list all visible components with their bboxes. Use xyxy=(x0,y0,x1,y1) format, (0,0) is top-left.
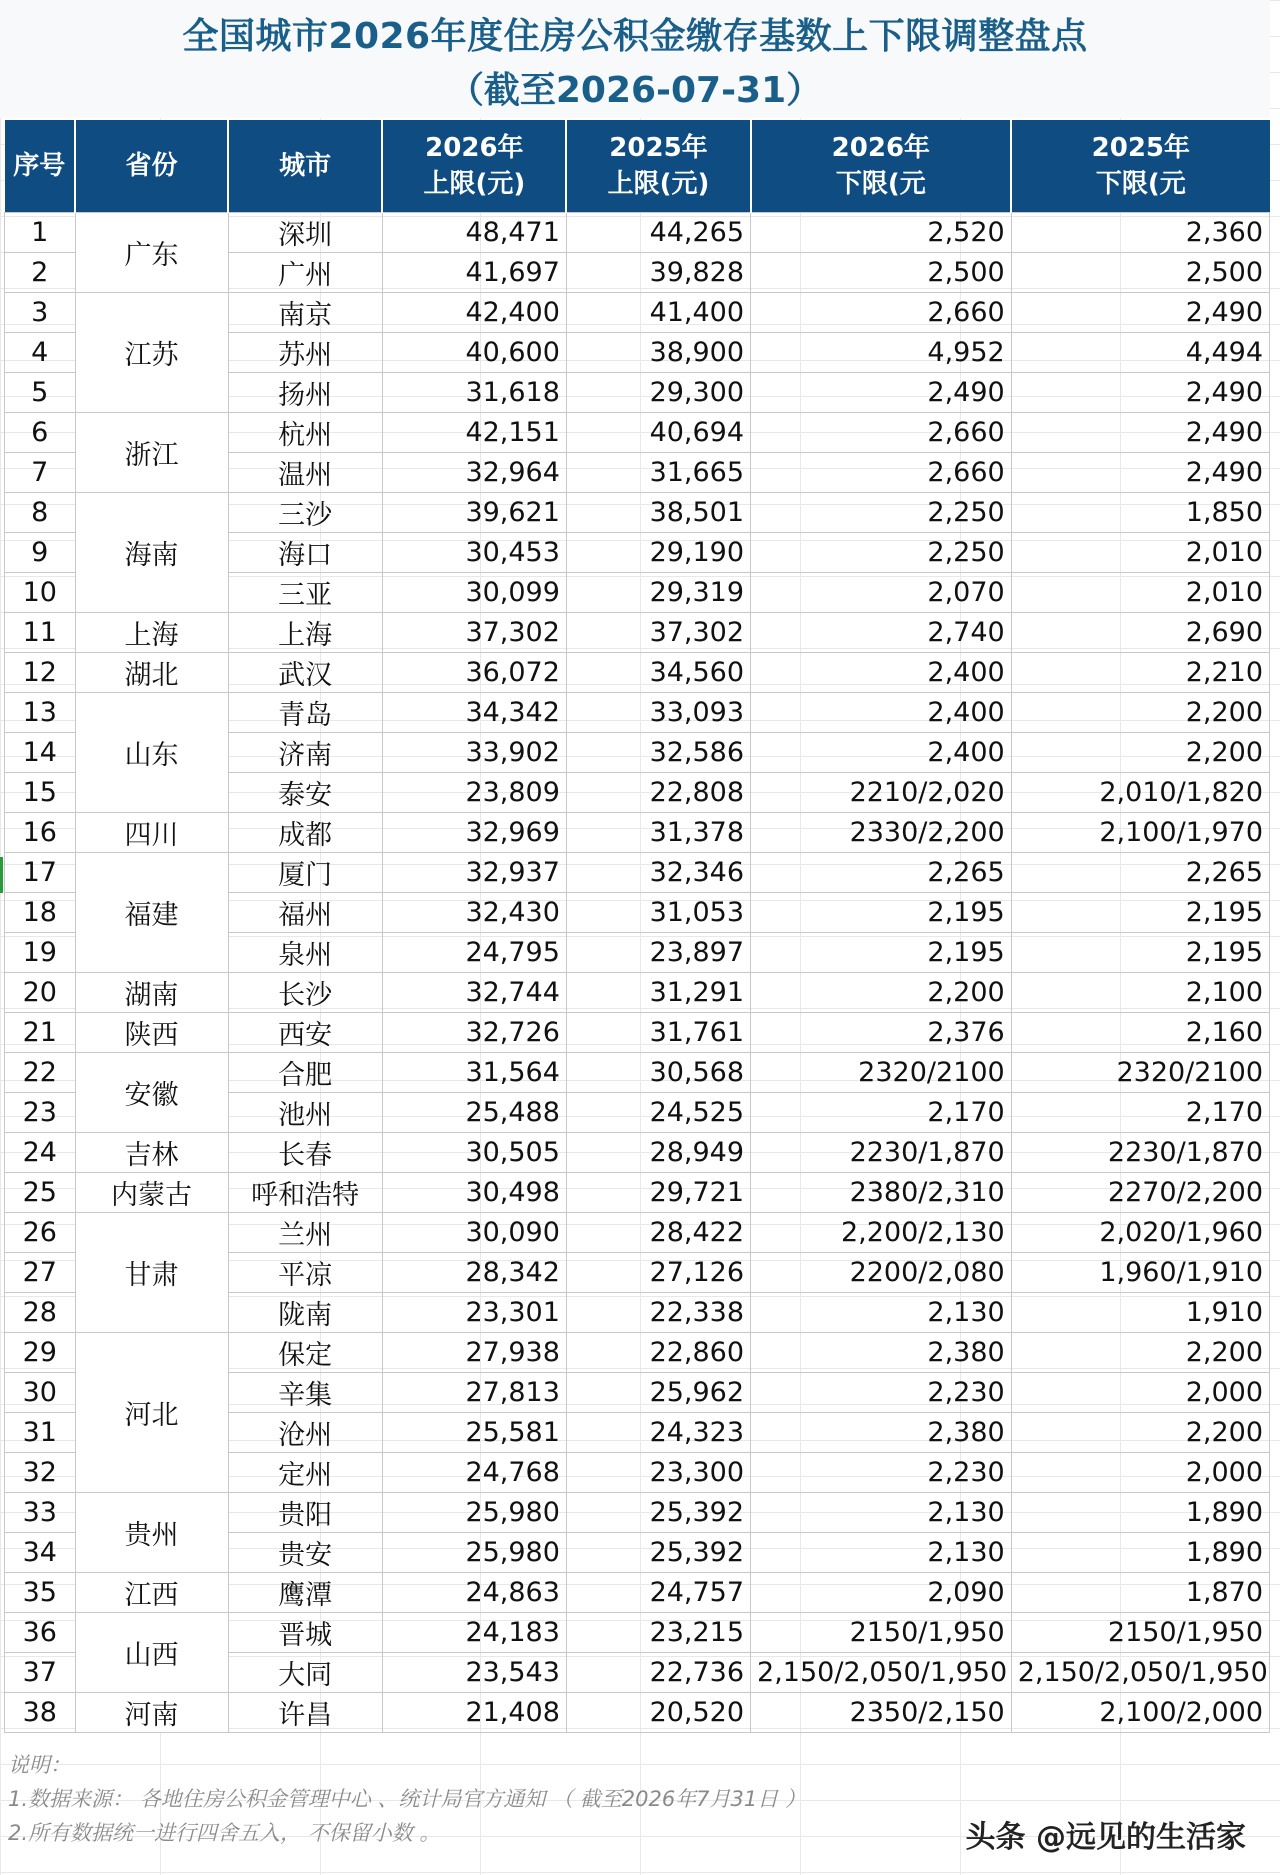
upper-2026-cell: 32,964 xyxy=(382,453,566,493)
lower-2025-cell: 2,170 xyxy=(1011,1093,1269,1133)
table-row xyxy=(5,1573,1270,1613)
lower-2026-cell: 2,170 xyxy=(751,1093,1012,1133)
province-cell: 上海 xyxy=(75,613,228,653)
lower-2026-cell: 2200/2,080 xyxy=(751,1253,1012,1293)
city-cell: 大同 xyxy=(228,1653,382,1693)
city-cell: 南京 xyxy=(228,293,382,333)
upper-2025-cell: 44,265 xyxy=(566,213,750,253)
row-index: 33 xyxy=(5,1493,76,1533)
lower-2025-cell: 2,360 xyxy=(1011,213,1269,253)
lower-2025-cell: 2,490 xyxy=(1011,373,1269,413)
city-cell: 厦门 xyxy=(228,853,382,893)
city-cell: 平凉 xyxy=(228,1253,382,1293)
header-lower-2026: 2026年 下限(元 xyxy=(751,120,1012,213)
city-cell: 济南 xyxy=(228,733,382,773)
upper-2025-cell: 38,900 xyxy=(566,333,750,373)
upper-2025-cell: 34,560 xyxy=(566,653,750,693)
upper-2026-cell: 23,809 xyxy=(382,773,566,813)
row-index: 4 xyxy=(5,333,76,373)
lower-2025-cell: 1,890 xyxy=(1011,1533,1269,1573)
lower-2025-cell: 2,210 xyxy=(1011,653,1269,693)
city-cell: 西安 xyxy=(228,1013,382,1053)
upper-2026-cell: 23,543 xyxy=(382,1653,566,1693)
lower-2025-cell: 2,490 xyxy=(1011,293,1269,333)
upper-2026-cell: 42,151 xyxy=(382,413,566,453)
lower-2026-cell: 2,130 xyxy=(751,1533,1012,1573)
page-subtitle: （截至2026-07-31） xyxy=(447,70,823,111)
lower-2026-cell: 2,380 xyxy=(751,1333,1012,1373)
lower-2025-cell: 2,100/1,970 xyxy=(1011,813,1269,853)
row-index: 20 xyxy=(5,973,76,1013)
province-cell: 贵州 xyxy=(75,1493,228,1573)
lower-2026-cell: 2,195 xyxy=(751,933,1012,973)
upper-2025-cell: 38,501 xyxy=(566,493,750,533)
upper-2026-cell: 30,090 xyxy=(382,1213,566,1253)
upper-2025-cell: 23,300 xyxy=(566,1453,750,1493)
upper-2026-cell: 23,301 xyxy=(382,1293,566,1333)
table-row xyxy=(5,1013,1270,1053)
upper-2026-cell: 37,302 xyxy=(382,613,566,653)
lower-2025-cell: 1,960/1,910 xyxy=(1011,1253,1269,1293)
province-cell: 河南 xyxy=(75,1693,228,1733)
row-index: 9 xyxy=(5,533,76,573)
upper-2025-cell: 32,586 xyxy=(566,733,750,773)
province-cell: 广东 xyxy=(75,213,228,293)
lower-2026-cell: 2230/1,870 xyxy=(751,1133,1012,1173)
upper-2026-cell: 21,408 xyxy=(382,1693,566,1733)
upper-2025-cell: 22,808 xyxy=(566,773,750,813)
lower-2025-cell: 2,200 xyxy=(1011,733,1269,773)
province-cell: 江西 xyxy=(75,1573,228,1613)
city-cell: 长春 xyxy=(228,1133,382,1173)
table-row xyxy=(5,1173,1270,1213)
upper-2026-cell: 25,581 xyxy=(382,1413,566,1453)
lower-2026-cell: 2,130 xyxy=(751,1293,1012,1333)
upper-2026-cell: 40,600 xyxy=(382,333,566,373)
row-index: 11 xyxy=(5,613,76,653)
row-index: 18 xyxy=(5,893,76,933)
title-block xyxy=(0,0,1270,118)
lower-2026-cell: 2,195 xyxy=(751,893,1012,933)
province-cell: 河北 xyxy=(75,1333,228,1493)
upper-2026-cell: 24,768 xyxy=(382,1453,566,1493)
upper-2025-cell: 23,215 xyxy=(566,1613,750,1653)
lower-2025-cell: 2230/1,870 xyxy=(1011,1133,1269,1173)
data-table xyxy=(4,120,1270,1733)
lower-2025-cell: 2,100/2,000 xyxy=(1011,1693,1269,1733)
upper-2025-cell: 31,053 xyxy=(566,893,750,933)
upper-2025-cell: 32,346 xyxy=(566,853,750,893)
city-cell: 晋城 xyxy=(228,1613,382,1653)
upper-2025-cell: 29,190 xyxy=(566,533,750,573)
upper-2025-cell: 23,897 xyxy=(566,933,750,973)
lower-2025-cell: 2,200 xyxy=(1011,1413,1269,1453)
lower-2026-cell: 2,250 xyxy=(751,533,1012,573)
city-cell: 长沙 xyxy=(228,973,382,1013)
table-row xyxy=(5,1213,1270,1253)
upper-2025-cell: 27,126 xyxy=(566,1253,750,1293)
upper-2026-cell: 27,813 xyxy=(382,1373,566,1413)
lower-2025-cell: 2320/2100 xyxy=(1011,1053,1269,1093)
lower-2026-cell: 2,400 xyxy=(751,653,1012,693)
row-index: 23 xyxy=(5,1093,76,1133)
row-marker xyxy=(0,857,3,893)
city-cell: 广州 xyxy=(228,253,382,293)
upper-2026-cell: 27,938 xyxy=(382,1333,566,1373)
row-index: 26 xyxy=(5,1213,76,1253)
city-cell: 呼和浩特 xyxy=(228,1173,382,1213)
lower-2025-cell: 1,850 xyxy=(1011,493,1269,533)
lower-2026-cell: 2,130 xyxy=(751,1493,1012,1533)
city-cell: 贵阳 xyxy=(228,1493,382,1533)
upper-2026-cell: 30,099 xyxy=(382,573,566,613)
upper-2025-cell: 39,828 xyxy=(566,253,750,293)
upper-2026-cell: 39,621 xyxy=(382,493,566,533)
lower-2025-cell: 2,265 xyxy=(1011,853,1269,893)
province-cell: 陕西 xyxy=(75,1013,228,1053)
table-row xyxy=(5,1133,1270,1173)
province-cell: 江苏 xyxy=(75,293,228,413)
lower-2026-cell: 2,200 xyxy=(751,973,1012,1013)
upper-2026-cell: 42,400 xyxy=(382,293,566,333)
province-cell: 浙江 xyxy=(75,413,228,493)
row-index: 8 xyxy=(5,493,76,533)
upper-2025-cell: 31,665 xyxy=(566,453,750,493)
lower-2025-cell: 2,195 xyxy=(1011,893,1269,933)
watermark: 头条 @远见的生活家 xyxy=(965,1820,1246,1855)
upper-2026-cell: 32,744 xyxy=(382,973,566,1013)
city-cell: 池州 xyxy=(228,1093,382,1133)
lower-2026-cell: 2,400 xyxy=(751,733,1012,773)
row-index: 1 xyxy=(5,213,76,253)
city-cell: 陇南 xyxy=(228,1293,382,1333)
upper-2025-cell: 33,093 xyxy=(566,693,750,733)
notes-line-1: 1.数据来源： 各地住房公积金管理中心 、统计局官方通知 （ 截至2026年7月31日 ） xyxy=(8,1787,806,1811)
upper-2025-cell: 37,302 xyxy=(566,613,750,653)
row-index: 15 xyxy=(5,773,76,813)
upper-2025-cell: 40,694 xyxy=(566,413,750,453)
upper-2025-cell: 29,300 xyxy=(566,373,750,413)
upper-2025-cell: 25,392 xyxy=(566,1493,750,1533)
header-idx: 序号 xyxy=(5,120,76,213)
upper-2025-cell: 20,520 xyxy=(566,1693,750,1733)
lower-2025-cell: 4,494 xyxy=(1011,333,1269,373)
row-index: 19 xyxy=(5,933,76,973)
city-cell: 沧州 xyxy=(228,1413,382,1453)
row-index: 17 xyxy=(5,853,76,893)
row-index: 29 xyxy=(5,1333,76,1373)
table-row xyxy=(5,1693,1270,1733)
lower-2025-cell: 2,010/1,820 xyxy=(1011,773,1269,813)
header-lower-2025: 2025年 下限(元 xyxy=(1011,120,1269,213)
city-cell: 鹰潭 xyxy=(228,1573,382,1613)
notes-line-2: 2.所有数据统一进行四舍五入， 不保留小数 。 xyxy=(8,1821,441,1845)
upper-2026-cell: 33,902 xyxy=(382,733,566,773)
upper-2025-cell: 28,422 xyxy=(566,1213,750,1253)
province-cell: 山东 xyxy=(75,693,228,813)
city-cell: 三亚 xyxy=(228,573,382,613)
page-title: 全国城市2026年度住房公积金缴存基数上下限调整盘点 xyxy=(182,16,1088,57)
upper-2026-cell: 30,505 xyxy=(382,1133,566,1173)
row-index: 35 xyxy=(5,1573,76,1613)
upper-2026-cell: 31,564 xyxy=(382,1053,566,1093)
city-cell: 定州 xyxy=(228,1453,382,1493)
lower-2026-cell: 2330/2,200 xyxy=(751,813,1012,853)
row-index: 25 xyxy=(5,1173,76,1213)
lower-2026-cell: 2380/2,310 xyxy=(751,1173,1012,1213)
row-index: 13 xyxy=(5,693,76,733)
lower-2025-cell: 2,100 xyxy=(1011,973,1269,1013)
lower-2025-cell: 2,500 xyxy=(1011,253,1269,293)
lower-2026-cell: 2,660 xyxy=(751,453,1012,493)
header-city: 城市 xyxy=(228,120,382,213)
city-cell: 合肥 xyxy=(228,1053,382,1093)
upper-2026-cell: 25,980 xyxy=(382,1493,566,1533)
lower-2026-cell: 2,150/2,050/1,950 xyxy=(751,1653,1012,1693)
lower-2026-cell: 2,230 xyxy=(751,1453,1012,1493)
province-cell: 山西 xyxy=(75,1613,228,1693)
upper-2025-cell: 25,392 xyxy=(566,1533,750,1573)
city-cell: 保定 xyxy=(228,1333,382,1373)
province-cell: 内蒙古 xyxy=(75,1173,228,1213)
lower-2026-cell: 2,740 xyxy=(751,613,1012,653)
upper-2026-cell: 34,342 xyxy=(382,693,566,733)
table-row xyxy=(5,213,1270,253)
lower-2025-cell: 1,890 xyxy=(1011,1493,1269,1533)
table-row xyxy=(5,1613,1270,1653)
lower-2025-cell: 1,870 xyxy=(1011,1573,1269,1613)
lower-2025-cell: 2,490 xyxy=(1011,453,1269,493)
province-cell: 甘肃 xyxy=(75,1213,228,1333)
header-upper-2026: 2026年 上限(元) xyxy=(382,120,566,213)
row-index: 3 xyxy=(5,293,76,333)
table-body xyxy=(5,213,1270,1733)
row-index: 31 xyxy=(5,1413,76,1453)
table-header-row xyxy=(5,120,1270,213)
province-cell: 吉林 xyxy=(75,1133,228,1173)
province-cell: 湖南 xyxy=(75,973,228,1013)
row-index: 6 xyxy=(5,413,76,453)
upper-2026-cell: 28,342 xyxy=(382,1253,566,1293)
row-index: 10 xyxy=(5,573,76,613)
row-index: 32 xyxy=(5,1453,76,1493)
upper-2025-cell: 28,949 xyxy=(566,1133,750,1173)
lower-2025-cell: 2,020/1,960 xyxy=(1011,1213,1269,1253)
upper-2026-cell: 25,488 xyxy=(382,1093,566,1133)
row-index: 27 xyxy=(5,1253,76,1293)
city-cell: 杭州 xyxy=(228,413,382,453)
lower-2025-cell: 2,150/2,050/1,950 xyxy=(1011,1653,1269,1693)
upper-2025-cell: 31,378 xyxy=(566,813,750,853)
lower-2025-cell: 2,200 xyxy=(1011,1333,1269,1373)
city-cell: 福州 xyxy=(228,893,382,933)
lower-2025-cell: 2,010 xyxy=(1011,533,1269,573)
lower-2025-cell: 2,000 xyxy=(1011,1373,1269,1413)
row-index: 37 xyxy=(5,1653,76,1693)
lower-2026-cell: 2350/2,150 xyxy=(751,1693,1012,1733)
upper-2026-cell: 32,430 xyxy=(382,893,566,933)
lower-2026-cell: 2,090 xyxy=(751,1573,1012,1613)
table-row xyxy=(5,493,1270,533)
lower-2026-cell: 2320/2100 xyxy=(751,1053,1012,1093)
city-cell: 三沙 xyxy=(228,493,382,533)
city-cell: 深圳 xyxy=(228,213,382,253)
upper-2025-cell: 29,721 xyxy=(566,1173,750,1213)
upper-2025-cell: 41,400 xyxy=(566,293,750,333)
city-cell: 辛集 xyxy=(228,1373,382,1413)
lower-2025-cell: 2,690 xyxy=(1011,613,1269,653)
city-cell: 成都 xyxy=(228,813,382,853)
row-index: 14 xyxy=(5,733,76,773)
province-cell: 海南 xyxy=(75,493,228,613)
lower-2025-cell: 2,195 xyxy=(1011,933,1269,973)
upper-2026-cell: 36,072 xyxy=(382,653,566,693)
city-cell: 武汉 xyxy=(228,653,382,693)
city-cell: 泉州 xyxy=(228,933,382,973)
city-cell: 扬州 xyxy=(228,373,382,413)
upper-2026-cell: 30,453 xyxy=(382,533,566,573)
row-index: 5 xyxy=(5,373,76,413)
province-cell: 福建 xyxy=(75,853,228,973)
upper-2026-cell: 30,498 xyxy=(382,1173,566,1213)
row-index: 30 xyxy=(5,1373,76,1413)
table-row xyxy=(5,1493,1270,1533)
city-cell: 许昌 xyxy=(228,1693,382,1733)
lower-2026-cell: 2,376 xyxy=(751,1013,1012,1053)
city-cell: 苏州 xyxy=(228,333,382,373)
table-row xyxy=(5,1333,1270,1373)
lower-2025-cell: 2270/2,200 xyxy=(1011,1173,1269,1213)
upper-2025-cell: 22,338 xyxy=(566,1293,750,1333)
row-index: 7 xyxy=(5,453,76,493)
city-cell: 兰州 xyxy=(228,1213,382,1253)
city-cell: 温州 xyxy=(228,453,382,493)
city-cell: 泰安 xyxy=(228,773,382,813)
lower-2026-cell: 2,400 xyxy=(751,693,1012,733)
lower-2026-cell: 4,952 xyxy=(751,333,1012,373)
row-index: 36 xyxy=(5,1613,76,1653)
upper-2025-cell: 22,736 xyxy=(566,1653,750,1693)
lower-2026-cell: 2,500 xyxy=(751,253,1012,293)
row-index: 12 xyxy=(5,653,76,693)
upper-2025-cell: 31,761 xyxy=(566,1013,750,1053)
lower-2026-cell: 2,250 xyxy=(751,493,1012,533)
row-index: 38 xyxy=(5,1693,76,1733)
lower-2026-cell: 2210/2,020 xyxy=(751,773,1012,813)
notes-block xyxy=(8,1748,928,1850)
province-cell: 安徽 xyxy=(75,1053,228,1133)
lower-2026-cell: 2,265 xyxy=(751,853,1012,893)
lower-2025-cell: 2,000 xyxy=(1011,1453,1269,1493)
table-row xyxy=(5,813,1270,853)
upper-2026-cell: 25,980 xyxy=(382,1533,566,1573)
table-row xyxy=(5,293,1270,333)
lower-2026-cell: 2150/1,950 xyxy=(751,1613,1012,1653)
upper-2026-cell: 32,726 xyxy=(382,1013,566,1053)
city-cell: 贵安 xyxy=(228,1533,382,1573)
row-index: 34 xyxy=(5,1533,76,1573)
lower-2026-cell: 2,660 xyxy=(751,293,1012,333)
city-cell: 上海 xyxy=(228,613,382,653)
upper-2026-cell: 32,969 xyxy=(382,813,566,853)
row-index: 22 xyxy=(5,1053,76,1093)
lower-2025-cell: 1,910 xyxy=(1011,1293,1269,1333)
city-cell: 海口 xyxy=(228,533,382,573)
lower-2026-cell: 2,380 xyxy=(751,1413,1012,1453)
city-cell: 青岛 xyxy=(228,693,382,733)
table-row xyxy=(5,653,1270,693)
header-province: 省份 xyxy=(75,120,228,213)
lower-2026-cell: 2,520 xyxy=(751,213,1012,253)
upper-2026-cell: 31,618 xyxy=(382,373,566,413)
lower-2025-cell: 2150/1,950 xyxy=(1011,1613,1269,1653)
province-cell: 四川 xyxy=(75,813,228,853)
upper-2025-cell: 24,757 xyxy=(566,1573,750,1613)
upper-2025-cell: 24,323 xyxy=(566,1413,750,1453)
notes-heading: 说明： xyxy=(8,1753,71,1777)
lower-2025-cell: 2,010 xyxy=(1011,573,1269,613)
row-index: 2 xyxy=(5,253,76,293)
lower-2026-cell: 2,200/2,130 xyxy=(751,1213,1012,1253)
lower-2026-cell: 2,230 xyxy=(751,1373,1012,1413)
table-row xyxy=(5,413,1270,453)
table-row xyxy=(5,853,1270,893)
upper-2026-cell: 24,795 xyxy=(382,933,566,973)
lower-2026-cell: 2,490 xyxy=(751,373,1012,413)
row-index: 21 xyxy=(5,1013,76,1053)
row-index: 28 xyxy=(5,1293,76,1333)
header-upper-2025: 2025年 上限(元) xyxy=(566,120,750,213)
upper-2026-cell: 24,863 xyxy=(382,1573,566,1613)
upper-2025-cell: 31,291 xyxy=(566,973,750,1013)
upper-2025-cell: 25,962 xyxy=(566,1373,750,1413)
table-row xyxy=(5,973,1270,1013)
upper-2025-cell: 30,568 xyxy=(566,1053,750,1093)
upper-2025-cell: 22,860 xyxy=(566,1333,750,1373)
lower-2025-cell: 2,200 xyxy=(1011,693,1269,733)
upper-2025-cell: 29,319 xyxy=(566,573,750,613)
upper-2025-cell: 24,525 xyxy=(566,1093,750,1133)
lower-2025-cell: 2,490 xyxy=(1011,413,1269,453)
row-index: 16 xyxy=(5,813,76,853)
lower-2025-cell: 2,160 xyxy=(1011,1013,1269,1053)
table-row xyxy=(5,1053,1270,1093)
upper-2026-cell: 41,697 xyxy=(382,253,566,293)
upper-2026-cell: 24,183 xyxy=(382,1613,566,1653)
province-cell: 湖北 xyxy=(75,653,228,693)
lower-2026-cell: 2,660 xyxy=(751,413,1012,453)
lower-2026-cell: 2,070 xyxy=(751,573,1012,613)
upper-2026-cell: 32,937 xyxy=(382,853,566,893)
table-row xyxy=(5,693,1270,733)
table-row xyxy=(5,613,1270,653)
row-index: 24 xyxy=(5,1133,76,1173)
upper-2026-cell: 48,471 xyxy=(382,213,566,253)
